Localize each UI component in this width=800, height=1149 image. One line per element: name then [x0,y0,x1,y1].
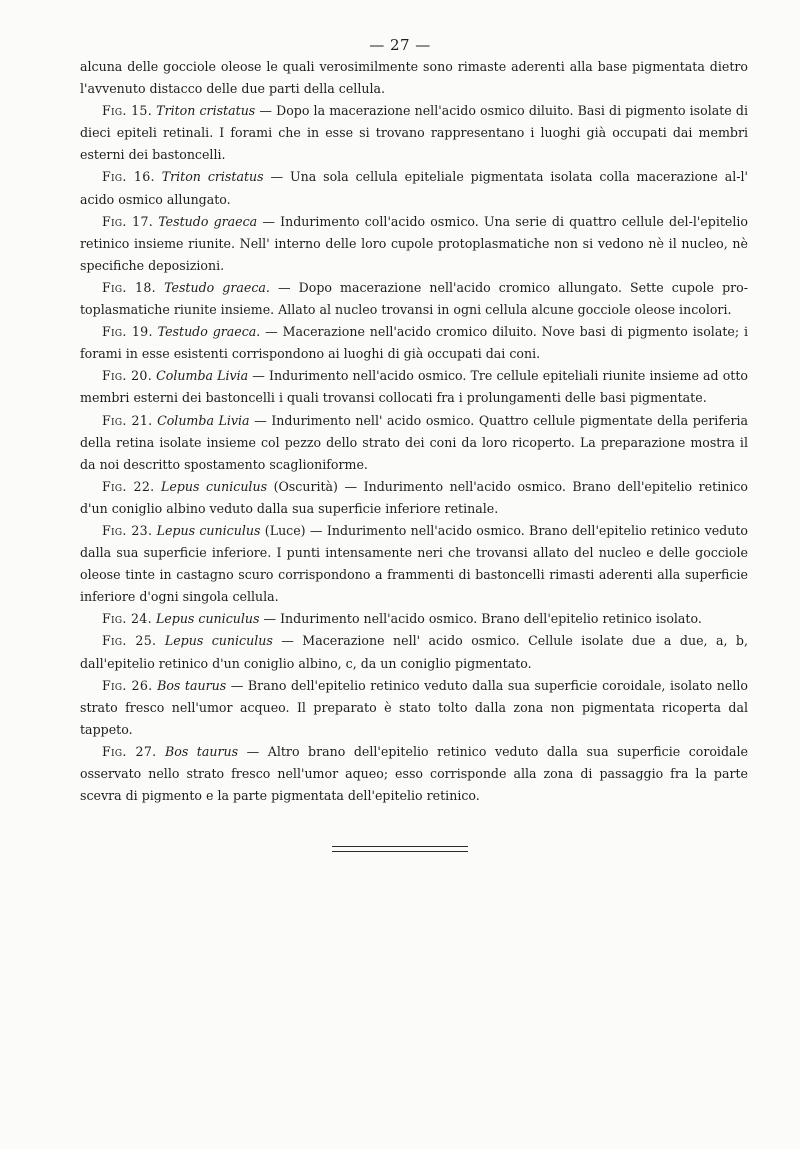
caption-text: — Indurimento nell'acido osmico. Tre cellule epiteliali riunite insieme ad otto membri esterni dei bastoncelli i quali trovansi collocati fra i prolungamenti delle basi pigmentate. [80,368,748,406]
caption-text: — Indurimento nell' acido osmico. Quattro cellule pigmentate della periferia della retina isolate insieme col pezzo dello strato dei coni da loro ricoperto. La preparazione mostra il da noi descritto spostamento scaglioniforme. [80,412,748,472]
species-name: Lepus cuniculus [164,633,273,649]
page-number: — 27 — [369,36,431,54]
figure-caption-24 [80,608,748,630]
figure-label: Fig. 22. [102,478,155,494]
figure-caption-27 [80,741,748,807]
species-name: Testudo graeca. [164,279,270,295]
species-name: Testudo graeca [158,213,258,229]
figure-label: Fig. 19. [102,324,153,340]
intro-paragraph: alcuna delle gocciole oleose le quali verosimilmente sono rimaste aderenti alla base pigmentata dietro l'avvenuto distacco delle due parti della cellula. [80,59,748,97]
figure-caption-15 [80,100,748,166]
end-rule-top [332,846,468,847]
species-name: Triton cristatus [156,103,256,119]
figure-caption-23 [80,520,748,608]
caption-text: — Indurimento nell'acido osmico. Brano dell'epitelio retinico isolato. [259,611,702,627]
species-name: Lepus cuniculus [155,611,260,627]
caption-text: (Oscurità) — Indurimento nell'acido osmico. Brano dell'epitelio retinico d'un coniglio albino veduto dalla sua superficie inferiore retinale. [80,478,748,516]
figure-caption-18 [80,277,748,321]
caption-text: — Dopo la macerazione nell'acido osmico diluito. Basi di pigmento isolate di dieci epiteli retinali. I forami che in esse si trovano rappresentano i luoghi già occupati dai membri esterni dei bastoncelli. [80,103,748,163]
caption-text: — Altro brano dell'epitelio retinico veduto dalla sua superficie coroidale osservato nello strato fresco nell'umor aqueo; esso corrisponde alla zona di passaggio fra la parte scevra di pigmento e la parte pigmentata dell'epitelio retinico. [80,743,749,804]
species-name: Columba Livia [157,412,250,428]
figure-label: Fig. 18. [102,279,156,295]
figure-label: Fig. 21. [102,412,153,428]
figure-caption-21 [80,410,748,476]
caption-text: — Indurimento coll'acido osmico. Una serie di quattro cellule del-l'epitelio retinico insieme riunite. Nell' interno delle loro cupole protoplasmatiche non si vedono nè il nucleo, nè specifiche deposizioni. [80,213,749,273]
figure-caption-20 [80,365,748,409]
body-text [80,56,748,807]
species-name: Lepus cuniculus [160,478,268,494]
species-name: Lepus cuniculus [156,522,261,538]
species-name: Columba Livia [156,368,249,384]
figure-caption-25 [80,630,748,674]
figure-label: Fig. 20. [102,368,153,384]
caption-text: — Macerazione nell'acido cromico diluito. Nove basi di pigmento isolate; i forami in esse esistenti corrispondono ai luoghi di già occupati dai coni. [80,324,748,362]
figure-caption-17 [80,211,748,277]
caption-text: — Macerazione nell' acido osmico. Cellule isolate due a due, a, b, dall'epitelio retinico d'un coniglio albino, c, da un coniglio pigmentato. [80,633,748,671]
figure-caption-19 [80,321,748,365]
caption-text: — Dopo macerazione nell'acido cromico allungato. Sette cupole pro-toplasmatiche riunite insieme. Allato al nucleo trovansi in ogni cellula alcune gocciole oleose incolori. [80,279,749,318]
figure-caption-16 [80,166,748,210]
species-name: Testudo graeca. [157,324,261,340]
figure-label: Fig. 16. [102,169,155,185]
caption-text: — Brano dell'epitelio retinico veduto dalla sua superficie coroidale, isolato nello strato fresco nell'umor acqueo. Il preparato è stato tolto dalla zona non pigmentata ricoperta dal tappeto. [80,677,748,737]
species-name: Bos taurus [164,743,239,759]
figure-label: Fig. 23. [102,522,153,538]
caption-text: (Luce) — Indurimento nell'acido osmico. Brano dell'epitelio retinico veduto dalla sua superficie inferiore. I punti intensamente neri che trovansi allato del nucleo e delle gocciole oleose tinte in castagno scuro corrispondono a frammenti di bastoncelli rimasti aderenti alla superficie inferiore d'ogni singola cellula. [80,522,748,605]
figure-label: Fig. 17. [102,213,154,229]
figure-label: Fig. 26. [102,677,153,693]
figure-caption-26 [80,675,748,741]
end-rule-bottom [332,851,468,852]
caption-text: — Una sola cellula epiteliale pigmentata isolata colla macerazione al-l' acido osmico allungato. [80,169,748,207]
figure-caption-22 [80,476,748,520]
figure-label: Fig. 25. [102,633,157,649]
species-name: Triton cristatus [161,169,264,185]
figure-label: Fig. 15. [102,103,153,119]
species-name: Bos taurus [157,677,227,693]
figure-label: Fig. 24. [102,611,152,627]
figure-label: Fig. 27. [102,743,157,759]
